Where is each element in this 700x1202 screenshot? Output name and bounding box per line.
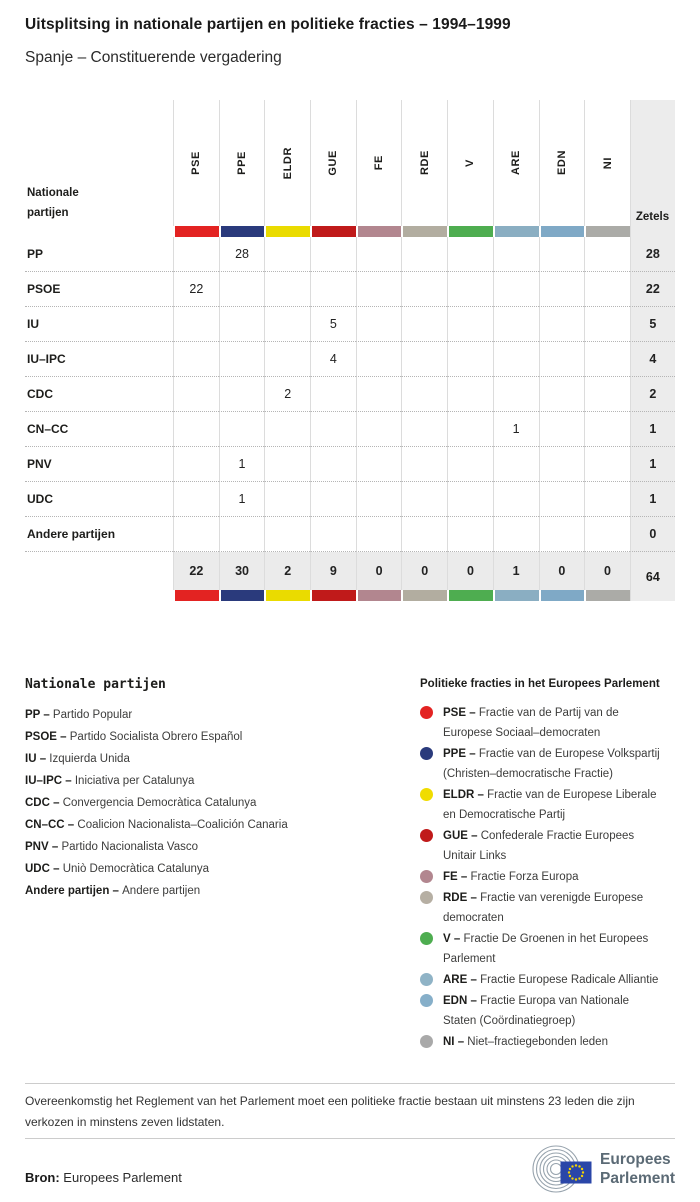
party-legend-item [25, 814, 397, 836]
seat-cell [447, 447, 493, 482]
seat-cell [264, 482, 310, 517]
seat-cell [356, 272, 402, 307]
group-color-bar-bottom-ARE [493, 590, 539, 601]
seats-table [25, 100, 675, 601]
party-legend-item [25, 748, 397, 770]
group-header-V [447, 100, 493, 226]
group-legend-name: Fractie van de Europese Liberale en Democratische Partij [443, 789, 657, 821]
party-legend-name: Partido Popular [52, 709, 133, 721]
group-color-dot-icon [420, 870, 433, 883]
logo-wordmark-line2: Parlement [600, 1170, 675, 1187]
party-legend-code: CDC – [25, 797, 63, 809]
seats-total-cell: 5 [630, 307, 675, 342]
seat-cell [447, 377, 493, 412]
seat-cell [264, 237, 310, 272]
party-legend-name: Coalicion Nacionalista–Coalición Canaria [77, 819, 288, 831]
group-color-dot-icon [420, 891, 433, 904]
seat-cell [584, 412, 630, 447]
group-color-dot-icon [420, 706, 433, 719]
party-legend-item [25, 726, 397, 748]
group-header-ARE [493, 100, 539, 226]
page-title: Uitsplitsing in nationale partijen en politieke fracties – 1994–1999 [25, 16, 511, 33]
seat-cell: 2 [264, 377, 310, 412]
group-header-label: ELDR [281, 146, 294, 180]
group-total-cell: 1 [493, 552, 539, 590]
group-color-bar-bottom-EDN [539, 590, 585, 601]
party-row-label: IU [25, 307, 173, 342]
group-header-label: GUE [327, 150, 340, 176]
party-legend-name: Izquierda Unida [49, 753, 130, 765]
seats-total-cell: 22 [630, 272, 675, 307]
seat-cell: 4 [310, 342, 356, 377]
seat-cell [493, 447, 539, 482]
party-row-label: CDC [25, 377, 173, 412]
group-legend-name: Niet–fractiegebonden leden [467, 1036, 608, 1048]
group-legend-code: GUE – [443, 830, 481, 842]
party-legend-code: PP – [25, 709, 53, 721]
seat-cell [310, 377, 356, 412]
seat-cell [401, 412, 447, 447]
seat-cell [493, 342, 539, 377]
group-total-cell: 0 [539, 552, 585, 590]
party-legend-name: Iniciativa per Catalunya [74, 775, 195, 787]
seat-cell [264, 517, 310, 552]
group-color-bar-EDN [539, 226, 585, 237]
party-legend-item [25, 770, 397, 792]
seat-cell [219, 412, 265, 447]
group-legend-code: V – [443, 933, 464, 945]
group-total-cell: 30 [219, 552, 265, 590]
group-total-cell: 0 [447, 552, 493, 590]
seat-cell [493, 517, 539, 552]
political-groups-legend-heading: Politieke fracties in het Europees Parlement [420, 678, 660, 690]
seat-cell [539, 412, 585, 447]
group-legend-item [420, 970, 678, 990]
group-header-label: RDE [418, 150, 431, 176]
group-legend-item [420, 826, 678, 866]
party-legend-code: UDC – [25, 863, 63, 875]
table-row-header-label: Nationale partijen [27, 187, 79, 219]
group-header-label: FE [373, 155, 386, 171]
political-groups-legend [420, 678, 678, 1053]
party-legend-code: PNV – [25, 841, 62, 853]
group-header-PPE [219, 100, 265, 226]
party-legend-code: IU – [25, 753, 50, 765]
seat-cell [310, 272, 356, 307]
party-row-label: UDC [25, 482, 173, 517]
europees-parlement-logo [529, 1145, 675, 1193]
seat-cell [539, 307, 585, 342]
group-legend-text [443, 888, 665, 928]
seat-cell [584, 237, 630, 272]
group-header-label: ARE [510, 150, 523, 176]
seat-cell [173, 412, 219, 447]
group-color-dot-icon [420, 747, 433, 760]
seat-cell [356, 447, 402, 482]
group-legend-text [443, 785, 665, 825]
group-legend-item [420, 1032, 678, 1052]
seat-cell [447, 237, 493, 272]
national-parties-legend-items [25, 704, 397, 902]
group-header-RDE [401, 100, 447, 226]
party-legend-item [25, 880, 397, 902]
group-color-bar-bottom-PSE [173, 590, 219, 601]
seat-cell [584, 482, 630, 517]
ep-hemicycle-icon [529, 1145, 593, 1193]
seat-cell [401, 237, 447, 272]
party-legend-code: IU–IPC – [25, 775, 75, 787]
seat-cell [173, 342, 219, 377]
seat-cell [173, 482, 219, 517]
group-legend-name: Fractie De Groenen in het Europees Parlement [443, 933, 649, 965]
source-text: Europees Parlement [63, 1170, 182, 1185]
seat-cell: 1 [493, 412, 539, 447]
group-legend-code: ARE – [443, 974, 481, 986]
group-total-cell: 0 [401, 552, 447, 590]
seat-cell [173, 517, 219, 552]
seat-cell [539, 482, 585, 517]
seats-total-cell: 2 [630, 377, 675, 412]
party-row-label: CN–CC [25, 412, 173, 447]
seat-cell [264, 342, 310, 377]
party-row-label: Andere partijen [25, 517, 173, 552]
source-label: Bron: [25, 1170, 60, 1185]
party-row-label: PSOE [25, 272, 173, 307]
seat-cell [539, 272, 585, 307]
seat-cell [447, 307, 493, 342]
party-legend-name: Partido Nacionalista Vasco [61, 841, 199, 853]
group-total-cell: 22 [173, 552, 219, 590]
group-header-NI [584, 100, 630, 226]
seat-cell [584, 447, 630, 482]
party-legend-code: CN–CC – [25, 819, 78, 831]
seat-cell: 1 [219, 482, 265, 517]
group-legend-code: EDN – [443, 995, 481, 1007]
seat-cell [173, 377, 219, 412]
party-legend-name: Andere partijen [122, 885, 201, 897]
party-legend-name: Uniò Democràtica Catalunya [62, 863, 210, 875]
party-legend-code: Andere partijen – [25, 885, 123, 897]
group-legend-code: ELDR – [443, 789, 488, 801]
group-color-bar-bottom-V [447, 590, 493, 601]
party-legend-code: PSOE – [25, 731, 70, 743]
group-header-FE [356, 100, 402, 226]
group-legend-text [443, 991, 665, 1031]
group-color-bar-PPE [219, 226, 265, 237]
seat-cell [401, 377, 447, 412]
seat-cell [584, 342, 630, 377]
group-legend-text [443, 970, 665, 990]
group-header-GUE [310, 100, 356, 226]
group-legend-text [443, 929, 665, 969]
party-row-label: PP [25, 237, 173, 272]
group-color-bar-NI [584, 226, 630, 237]
group-color-bar-bottom-GUE [310, 590, 356, 601]
national-parties-legend [25, 677, 397, 902]
seat-cell [401, 342, 447, 377]
group-color-bar-RDE [401, 226, 447, 237]
group-legend-name: Confederale Fractie Europees Unitair Links [443, 830, 635, 862]
seat-cell [356, 482, 402, 517]
seat-cell [447, 482, 493, 517]
group-legend-name: Fractie Europa van Nationale Staten (Coördinatiegroep) [443, 995, 630, 1027]
totals-row-spacer [25, 552, 173, 590]
seats-total-cell: 0 [630, 517, 675, 552]
group-color-bar-bottom-PPE [219, 590, 265, 601]
seat-cell [219, 377, 265, 412]
seat-cell [539, 447, 585, 482]
seat-cell [356, 342, 402, 377]
party-legend-name: Convergencia Democràtica Catalunya [62, 797, 257, 809]
group-legend-text [443, 744, 665, 784]
party-legend-item [25, 704, 397, 726]
seat-cell [264, 307, 310, 342]
group-color-dot-icon [420, 973, 433, 986]
seat-cell [447, 342, 493, 377]
group-legend-text [443, 867, 665, 887]
seat-cell [447, 272, 493, 307]
seat-cell [584, 307, 630, 342]
group-header-label: PSE [190, 151, 203, 175]
group-header-label: PPE [236, 151, 249, 175]
group-header-ELDR [264, 100, 310, 226]
party-legend-item [25, 792, 397, 814]
group-legend-item [420, 929, 678, 969]
seats-total-cell: 1 [630, 447, 675, 482]
party-row-label: PNV [25, 447, 173, 482]
footnote: Overeenkomstig het Reglement van het Parlement moet een politieke fractie bestaan uit minstens 23 leden die zijn verkozen in minstens zeven lidstaten. [25, 1094, 635, 1129]
seats-total-cell: 1 [630, 482, 675, 517]
group-total-cell: 0 [584, 552, 630, 590]
seat-cell [173, 307, 219, 342]
seat-cell: 1 [219, 447, 265, 482]
group-color-bar-V [447, 226, 493, 237]
seat-cell [356, 412, 402, 447]
seat-cell [310, 517, 356, 552]
group-legend-item [420, 991, 678, 1031]
seat-cell [356, 237, 402, 272]
party-legend-item [25, 836, 397, 858]
group-legend-name: Fractie Forza Europa [470, 871, 579, 883]
group-color-bar-bottom-NI [584, 590, 630, 601]
group-legend-item [420, 744, 678, 784]
national-parties-legend-heading: Nationale partijen [25, 677, 166, 692]
group-legend-item [420, 888, 678, 928]
seat-cell [219, 517, 265, 552]
seat-cell [356, 517, 402, 552]
group-color-bar-bottom-FE [356, 590, 402, 601]
group-legend-text [443, 826, 665, 866]
seats-total-cell: 1 [630, 412, 675, 447]
party-legend-item [25, 858, 397, 880]
divider-bottom [25, 1138, 675, 1139]
seat-cell [219, 307, 265, 342]
seat-cell [584, 377, 630, 412]
group-legend-item [420, 785, 678, 825]
seat-cell [219, 342, 265, 377]
seat-cell [493, 237, 539, 272]
group-color-dot-icon [420, 932, 433, 945]
seat-cell [310, 447, 356, 482]
group-legend-item [420, 703, 678, 743]
group-legend-text [443, 703, 665, 743]
seat-cell [356, 377, 402, 412]
group-color-dot-icon [420, 1035, 433, 1048]
group-legend-item [420, 867, 678, 887]
group-color-bar-ELDR [264, 226, 310, 237]
group-header-label: NI [601, 156, 614, 170]
group-legend-code: PSE – [443, 707, 479, 719]
group-legend-name: Fractie van de Partij van de Europese Sociaal–democraten [443, 707, 619, 739]
seat-cell [493, 377, 539, 412]
seat-cell [539, 377, 585, 412]
seats-total-cell: 28 [630, 237, 675, 272]
group-header-PSE [173, 100, 219, 226]
seat-cell [310, 237, 356, 272]
seat-cell [493, 307, 539, 342]
seat-cell: 5 [310, 307, 356, 342]
party-legend-name: Partido Socialista Obrero Español [69, 731, 243, 743]
logo-wordmark-line1: Europees [600, 1151, 671, 1168]
group-total-cell: 9 [310, 552, 356, 590]
group-legend-name: Fractie van verenigde Europese democraten [443, 892, 644, 924]
seat-cell [264, 272, 310, 307]
group-color-dot-icon [420, 829, 433, 842]
seats-total-cell: 4 [630, 342, 675, 377]
group-total-cell: 0 [356, 552, 402, 590]
grand-total-cell: 64 [630, 552, 675, 601]
group-header-EDN [539, 100, 585, 226]
seat-cell [310, 482, 356, 517]
page-subtitle: Spanje – Constituerende vergadering [25, 49, 282, 66]
seat-cell [173, 237, 219, 272]
seats-header: Zetels [630, 100, 675, 237]
group-color-bar-ARE [493, 226, 539, 237]
seat-cell [401, 517, 447, 552]
source-line [25, 1170, 182, 1185]
group-color-dot-icon [420, 994, 433, 1007]
seat-cell [584, 272, 630, 307]
logo-wordmark [600, 1150, 675, 1188]
group-legend-name: Fractie van de Europese Volkspartij (Christen–democratische Fractie) [443, 748, 660, 780]
seat-cell [401, 272, 447, 307]
seat-cell [264, 447, 310, 482]
seat-cell [173, 447, 219, 482]
group-legend-code: PPE – [443, 748, 479, 760]
seat-cell [447, 412, 493, 447]
seat-cell: 28 [219, 237, 265, 272]
group-color-dot-icon [420, 788, 433, 801]
group-color-bar-bottom-RDE [401, 590, 447, 601]
group-color-bar-PSE [173, 226, 219, 237]
table-row-header [25, 100, 173, 237]
group-header-label: EDN [555, 150, 568, 176]
seat-cell [584, 517, 630, 552]
seat-cell [493, 482, 539, 517]
seat-cell [401, 307, 447, 342]
seat-cell [356, 307, 402, 342]
seat-cell [401, 447, 447, 482]
seat-cell [310, 412, 356, 447]
seat-cell [447, 517, 493, 552]
group-legend-code: RDE – [443, 892, 481, 904]
group-header-label: V [464, 159, 477, 167]
seat-cell [219, 272, 265, 307]
seat-cell [539, 342, 585, 377]
seat-cell [539, 517, 585, 552]
group-total-cell: 2 [264, 552, 310, 590]
group-color-bar-FE [356, 226, 402, 237]
seat-cell [493, 272, 539, 307]
group-color-bar-GUE [310, 226, 356, 237]
group-legend-code: NI – [443, 1036, 468, 1048]
seat-cell [264, 412, 310, 447]
seat-cell: 22 [173, 272, 219, 307]
seat-cell [539, 237, 585, 272]
group-color-bar-bottom-ELDR [264, 590, 310, 601]
group-legend-name: Fractie Europese Radicale Alliantie [480, 974, 659, 986]
divider-top [25, 1083, 675, 1084]
group-legend-code: FE – [443, 871, 471, 883]
seat-cell [401, 482, 447, 517]
party-row-label: IU–IPC [25, 342, 173, 377]
political-groups-legend-items [420, 703, 678, 1052]
group-legend-text [443, 1032, 665, 1052]
